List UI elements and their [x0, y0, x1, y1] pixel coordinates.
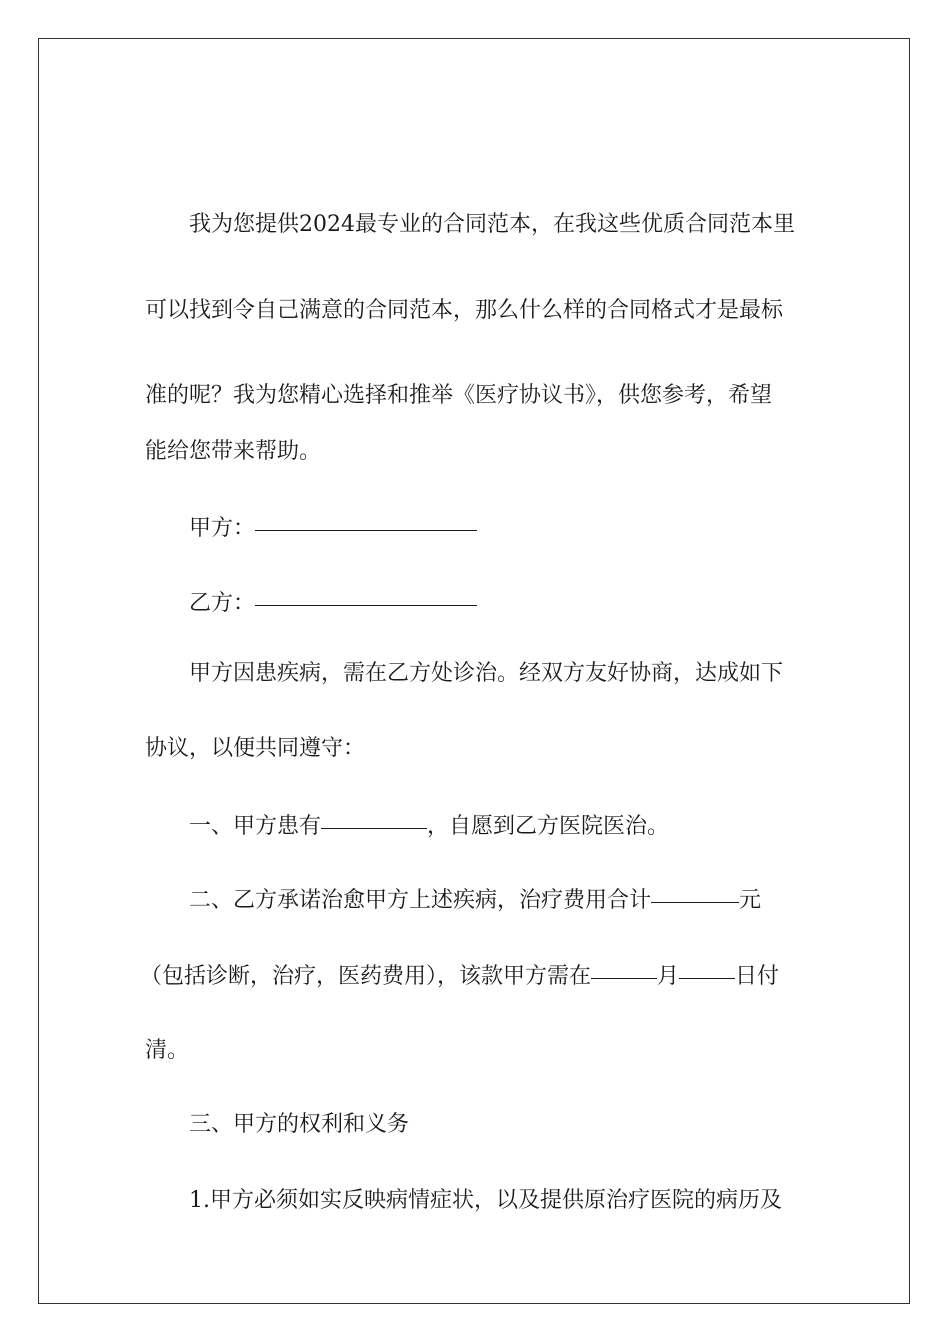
fee-blank — [651, 880, 739, 903]
preamble-line-2: 协议，以便共同遵守： — [145, 736, 366, 761]
preamble-line-1: 甲方因患疾病，需在乙方处诊治。经双方友好协商，达成如下 — [189, 661, 784, 686]
intro-line-1: 我为您提供2024最专业的合同范本，在我这些优质合同范本里 — [189, 212, 795, 237]
clause-1: 一、甲方患有 ，自愿到乙方医院医治。 — [145, 805, 669, 849]
party-b-blank — [255, 583, 477, 606]
clause-2-line-3: 清。 — [145, 1038, 190, 1063]
intro-line-4: 能给您带来帮助。 — [145, 439, 322, 464]
party-a-label: 甲方： — [189, 516, 256, 541]
clause-2-line-2: （包括诊断，治疗，医药费用），该款甲方需在 月 日付 — [140, 955, 779, 999]
intro-line-3: 准的呢？我为您精心选择和推举《医疗协议书》，供您参考，希望 — [145, 383, 773, 408]
party-a-line — [145, 507, 477, 551]
intro-line-2: 可以找到令自己满意的合同范本，那么什么样的合同格式才是最标 — [145, 298, 784, 323]
party-b-line — [145, 582, 477, 626]
item-1: 1.甲方必须如实反映病情症状，以及提供原治疗医院的病历及 — [189, 1188, 782, 1213]
month-blank — [591, 956, 657, 979]
day-blank — [679, 956, 735, 979]
clause-3-heading: 三、甲方的权利和义务 — [189, 1112, 410, 1137]
clause-2-line-1: 二、乙方承诺治愈甲方上述疾病，治疗费用合计 元 — [145, 879, 761, 923]
party-b-label: 乙方： — [189, 591, 256, 616]
illness-blank — [321, 806, 427, 829]
party-a-blank — [255, 508, 477, 531]
